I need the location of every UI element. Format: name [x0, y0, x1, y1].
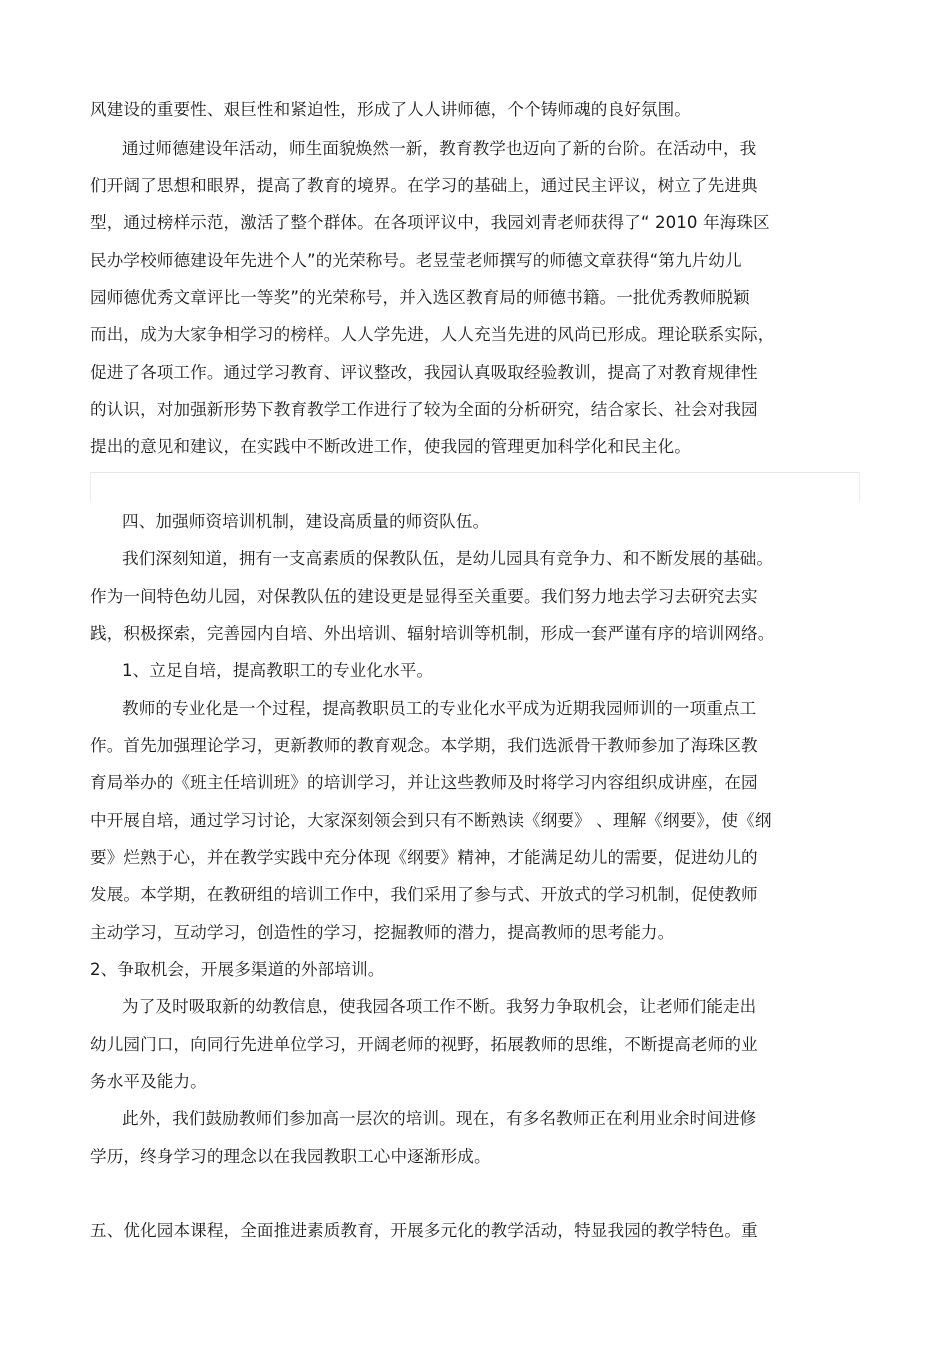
text-line: 教师的专业化是一个过程，提高教职员工的专业化水平成为近期我园师训的一项重点工	[122, 699, 757, 718]
text-line: 发展。本学期，在教研组的培训工作中，我们采用了参与式、开放式的学习机制，促使教师	[90, 885, 758, 904]
text-line: 通过师德建设年活动，师生面貌焕然一新，教育教学也迈向了新的台阶。在活动中，我	[122, 139, 757, 158]
text-line: 型，通过榜样示范，激活了整个群体。在各项评议中，我园刘青老师获得了“ 2010 年海珠区	[90, 213, 770, 232]
subsection-heading: 1、立足自培，提高教职工的专业化水平。	[122, 661, 434, 680]
text-line: 育局举办的《班主任培训班》的培训学习，并让这些教师及时将学习内容组织成讲座，在园	[90, 773, 758, 792]
section-heading: 四、加强师资培训机制，建设高质量的师资队伍。	[122, 512, 490, 531]
text-line: 践，积极探索，完善园内自培、外出培训、辐射培训等机制，形成一套严谨有序的培训网络。	[90, 624, 775, 643]
text-line: 作为一间特色幼儿园，对保教队伍的建设更是显得至关重要。我们努力地去学习去研究去实	[90, 587, 758, 606]
text-line: 们开阔了思想和眼界，提高了教育的境界。在学习的基础上，通过民主评议，树立了先进典	[90, 176, 758, 195]
section-heading: 五、优化园本课程，全面推进素质教育，开展多元化的教学活动，特显我园的教学特色。重	[90, 1221, 758, 1240]
text-line: 我们深刻知道，拥有一支高素质的保教队伍，是幼儿园具有竞争力、和不断发展的基础。	[122, 549, 774, 568]
text-line: 园师德优秀文章评比一等奖”的光荣称号，并入选区教育局的师德书籍。一批优秀教师脱颖	[90, 288, 750, 307]
text-line: 要》烂熟于心，并在教学实践中充分体现《纲要》精神，才能满足幼儿的需要，促进幼儿的	[90, 848, 758, 867]
text-line: 的认识，对加强新形势下教育教学工作进行了较为全面的分析研究，结合家长、社会对我园	[90, 400, 758, 419]
text-line: 主动学习，互动学习，创造性的学习，挖掘教师的潜力，提高教师的思考能力。	[90, 923, 675, 942]
text-line: 此外，我们鼓励教师们参加高一层次的培训。现在，有多名教师正在利用业余时间进修	[122, 1109, 757, 1128]
text-line: 提出的意见和建议，在实践中不断改进工作，使我园的管理更加科学化和民主化。	[90, 437, 691, 456]
text-line: 学历，终身学习的理念以在我园教职工心中逐渐形成。	[90, 1147, 491, 1166]
text-line: 务水平及能力。	[90, 1072, 207, 1091]
text-line: 幼儿园门口，向同行先进单位学习，开阔老师的视野，拓展教师的思维，不断提高老师的业	[90, 1035, 758, 1054]
text-line: 民办学校师德建设年先进个人”的光荣称号。老昱莹老师撰写的师德文章获得“第九片幼儿	[90, 251, 742, 270]
text-line: 中开展自培，通过学习讨论，大家深刻领会到只有不断熟读《纲要》 、理解《纲要》，使《纲	[90, 811, 772, 830]
text-line: 风建设的重要性、艰巨性和紧迫性，形成了人人讲师德，个个铸师魂的良好氛围。	[90, 100, 691, 119]
text-line: 为了及时吸取新的幼教信息，使我园各项工作不断。我努力争取机会，让老师们能走出	[122, 997, 757, 1016]
subsection-heading: 2、争取机会，开展多渠道的外部培训。	[90, 960, 385, 979]
text-line: 而出，成为大家争相学习的榜样。人人学先进，人人充当先进的风尚已形成。理论联系实际，	[90, 325, 775, 344]
text-line: 促进了各项工作。通过学习教育、评议整改，我园认真吸取经验教训，提高了对教育规律性	[90, 363, 758, 382]
section-divider	[90, 472, 860, 502]
text-line: 作。首先加强理论学习，更新教师的教育观念。本学期，我们选派骨干教师参加了海珠区教	[90, 736, 758, 755]
